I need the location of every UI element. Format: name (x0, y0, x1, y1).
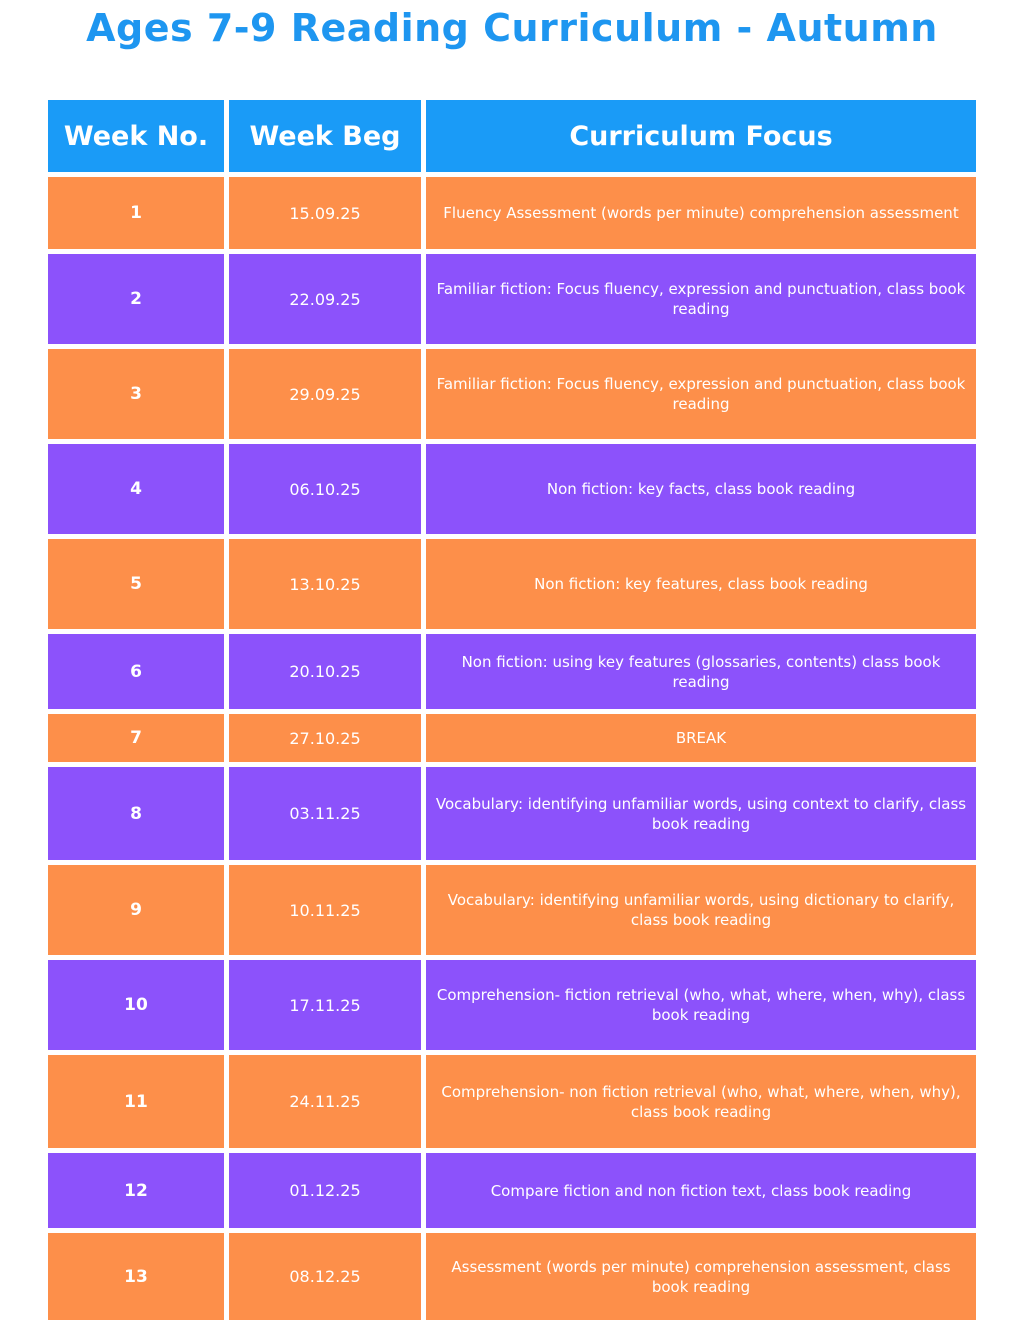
table-row (48, 1055, 976, 1148)
table-row (48, 1233, 976, 1320)
table-row (48, 1153, 976, 1228)
curriculum-focus-cell: Non fiction: using key features (glossaries, contents) class book reading (426, 634, 976, 709)
curriculum-focus-cell: Non fiction: key features, class book reading (426, 539, 976, 629)
week-number-cell: 10 (48, 960, 224, 1050)
week-number-cell: 7 (48, 714, 224, 762)
curriculum-focus-cell: Assessment (words per minute) comprehension assessment, class book reading (426, 1233, 976, 1320)
header-curriculum-focus: Curriculum Focus (426, 100, 976, 172)
week-number-cell: 1 (48, 177, 224, 249)
week-beginning-cell: 15.09.25 (229, 177, 421, 249)
week-beginning-cell: 10.11.25 (229, 865, 421, 955)
week-number-cell: 12 (48, 1153, 224, 1228)
curriculum-focus-cell: Compare fiction and non fiction text, class book reading (426, 1153, 976, 1228)
week-number-cell: 11 (48, 1055, 224, 1148)
table-row (48, 865, 976, 955)
week-number-cell: 8 (48, 767, 224, 860)
header-week-beg: Week Beg (229, 100, 421, 172)
table-header-row (48, 100, 976, 172)
curriculum-focus-cell: Fluency Assessment (words per minute) comprehension assessment (426, 177, 976, 249)
week-number-cell: 3 (48, 349, 224, 439)
table-row (48, 767, 976, 860)
table-row (48, 714, 976, 762)
curriculum-focus-cell: Comprehension- fiction retrieval (who, what, where, when, why), class book reading (426, 960, 976, 1050)
table-row (48, 349, 976, 439)
week-number-cell: 9 (48, 865, 224, 955)
curriculum-focus-cell: Vocabulary: identifying unfamiliar words, using context to clarify, class book reading (426, 767, 976, 860)
table-row (48, 254, 976, 344)
table-row (48, 177, 976, 249)
curriculum-focus-cell: Familiar fiction: Focus fluency, expression and punctuation, class book reading (426, 254, 976, 344)
week-number-cell: 6 (48, 634, 224, 709)
curriculum-focus-cell: BREAK (426, 714, 976, 762)
week-beginning-cell: 29.09.25 (229, 349, 421, 439)
week-beginning-cell: 17.11.25 (229, 960, 421, 1050)
week-number-cell: 4 (48, 444, 224, 534)
week-beginning-cell: 08.12.25 (229, 1233, 421, 1320)
week-beginning-cell: 20.10.25 (229, 634, 421, 709)
curriculum-focus-cell: Familiar fiction: Focus fluency, expression and punctuation, class book reading (426, 349, 976, 439)
week-beginning-cell: 22.09.25 (229, 254, 421, 344)
table-row (48, 444, 976, 534)
page-title: Ages 7-9 Reading Curriculum - Autumn (86, 6, 938, 50)
week-number-cell: 5 (48, 539, 224, 629)
header-week-no: Week No. (48, 100, 224, 172)
week-beginning-cell: 01.12.25 (229, 1153, 421, 1228)
curriculum-table (48, 100, 976, 1325)
week-beginning-cell: 03.11.25 (229, 767, 421, 860)
table-row (48, 960, 976, 1050)
week-beginning-cell: 06.10.25 (229, 444, 421, 534)
curriculum-focus-cell: Comprehension- non fiction retrieval (who, what, where, when, why), class book reading (426, 1055, 976, 1148)
table-row (48, 539, 976, 629)
curriculum-focus-cell: Vocabulary: identifying unfamiliar words, using dictionary to clarify, class book reading (426, 865, 976, 955)
table-row (48, 634, 976, 709)
week-number-cell: 13 (48, 1233, 224, 1320)
week-number-cell: 2 (48, 254, 224, 344)
week-beginning-cell: 27.10.25 (229, 714, 421, 762)
week-beginning-cell: 13.10.25 (229, 539, 421, 629)
curriculum-focus-cell: Non fiction: key facts, class book reading (426, 444, 976, 534)
week-beginning-cell: 24.11.25 (229, 1055, 421, 1148)
